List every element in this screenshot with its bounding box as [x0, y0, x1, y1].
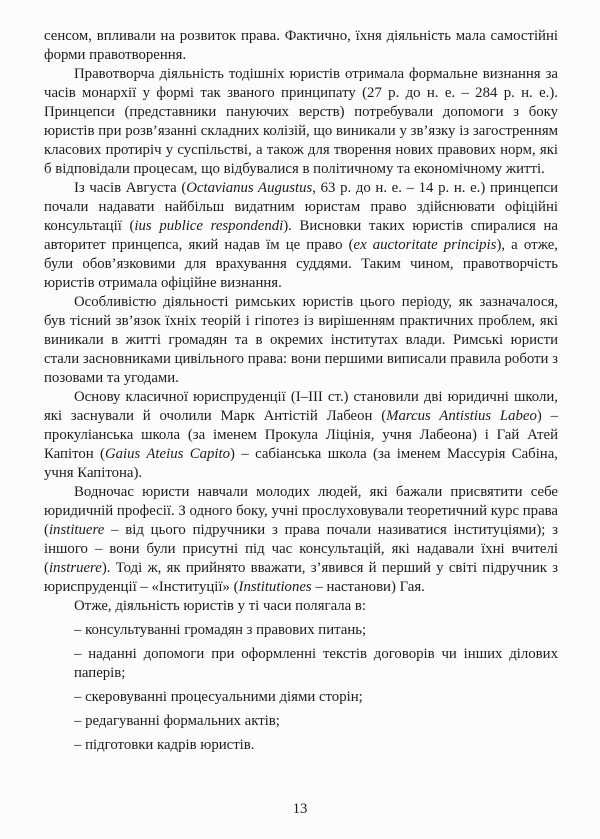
list-item: [74, 645, 558, 683]
paragraph: [44, 483, 558, 597]
text-run: Особливістю діяльності римських юристів цього періоду, як зазначалося, був тісний зв’язок їхніх теорій і гіпотез із вирішенням практичних проблем, які виникали в житті громадян та в окремих інститутах влади. Римські юристи стали засновниками цивільного права: вони першими виписали правила роботи з позовами та угодами.: [44, 294, 558, 386]
latin-term: Institutiones: [238, 579, 312, 595]
text-run: – підготовки кадрів юристів.: [74, 737, 255, 753]
text-run: ). Тоді ж, як прийнято вважати, з’явився й перший у світі підручник з юриспруденції – «Інституції» (: [44, 560, 558, 595]
latin-term: ex auctoritate principis: [353, 237, 497, 253]
paragraph: [44, 293, 558, 388]
latin-term: Octavianus Augustus: [186, 180, 313, 196]
text-run: сенсом, впливали на розвиток права. Фактично, їхня діяльність мала самостійні форми правотворення.: [44, 28, 558, 63]
latin-term: Marcus Antistius Labeo: [386, 408, 537, 424]
page-body: [44, 27, 558, 755]
text-run: – консультуванні громадян з правових питань;: [74, 622, 367, 638]
text-run: – редагуванні формальних актів;: [74, 713, 280, 729]
text-run: ), а отже, були обов’язковими для врахування суддями. Таким чином, правотворчість юристів отримала офіційне визнання.: [44, 237, 559, 291]
text-run: ). Висновки таких юристів спиралися на авторитет принцепса, який надав їм це право (: [44, 218, 558, 253]
paragraph: [44, 597, 558, 616]
list-item: [74, 688, 558, 707]
text-run: – скеровуванні процесуальними діями сторін;: [74, 689, 363, 705]
text-run: ) – прокуліанська школа (за іменем Прокула Ліцінія, учня Лабеона) і Гай Атей Капітон (: [44, 408, 558, 462]
text-run: Отже, діяльність юристів у ті часи полягала в:: [74, 598, 367, 614]
text-run: ) – сабіанська школа (за іменем Массурія Сабіна, учня Капітона).: [44, 446, 558, 481]
text-run: – настанови) Гая.: [311, 579, 425, 595]
latin-term: ius publice respondendi: [134, 218, 284, 234]
paragraph: [44, 388, 558, 483]
latin-term: instituere: [48, 522, 105, 538]
paragraph: [44, 27, 558, 65]
text-run: Правотворча діяльність тодішніх юристів отримала формальне визнання за часів монархії у формі так званого принципату (27 р. до н. е. – 284 р. н. е.). Принцепси (представники пануючих верств) потребували допомоги з боку юристів при розв’язанні складних колізій, що виникали у зв’язку із загостренням класових протиріч у суспільстві, а також для творення нових правових норм, які б відповідали процесам, що відбувалися в політичному та економічному житті.: [44, 66, 558, 177]
latin-term: instruere: [48, 560, 102, 576]
text-run: – від цього підручники з права почали називатися інституціями); з іншого – вони були присутні під час консультацій, які надавали їхні вчителі (: [44, 522, 558, 576]
latin-term: Gaius Ateius Capito: [104, 446, 231, 462]
list-item: [74, 712, 558, 731]
list-item: [74, 736, 558, 755]
text-run: Основу класичної юриспруденції (І–ІІІ ст.) становили дві юридичні школи, які заснували й очолили Марк Антістій Лабеон (: [44, 389, 558, 424]
text-run: – наданні допомоги при оформленні текстів договорів чи інших ділових паперів;: [74, 646, 558, 681]
page-number: 13: [292, 801, 308, 817]
list-item: [74, 621, 558, 640]
text-run: Із часів Августа (: [74, 180, 187, 196]
paragraph: [44, 65, 558, 179]
text-run: Водночас юристи навчали молодих людей, які бажали присвятити себе юридичній професії. З одного боку, учні прослуховували теоретичний курс права (: [44, 484, 558, 538]
paragraph: [44, 179, 558, 293]
text-run: , 63 р. до н. е. – 14 р. н. е.) принцепси почали надавати найбільш видатним юристам право здійснювати офіційні консультації (: [44, 180, 558, 234]
